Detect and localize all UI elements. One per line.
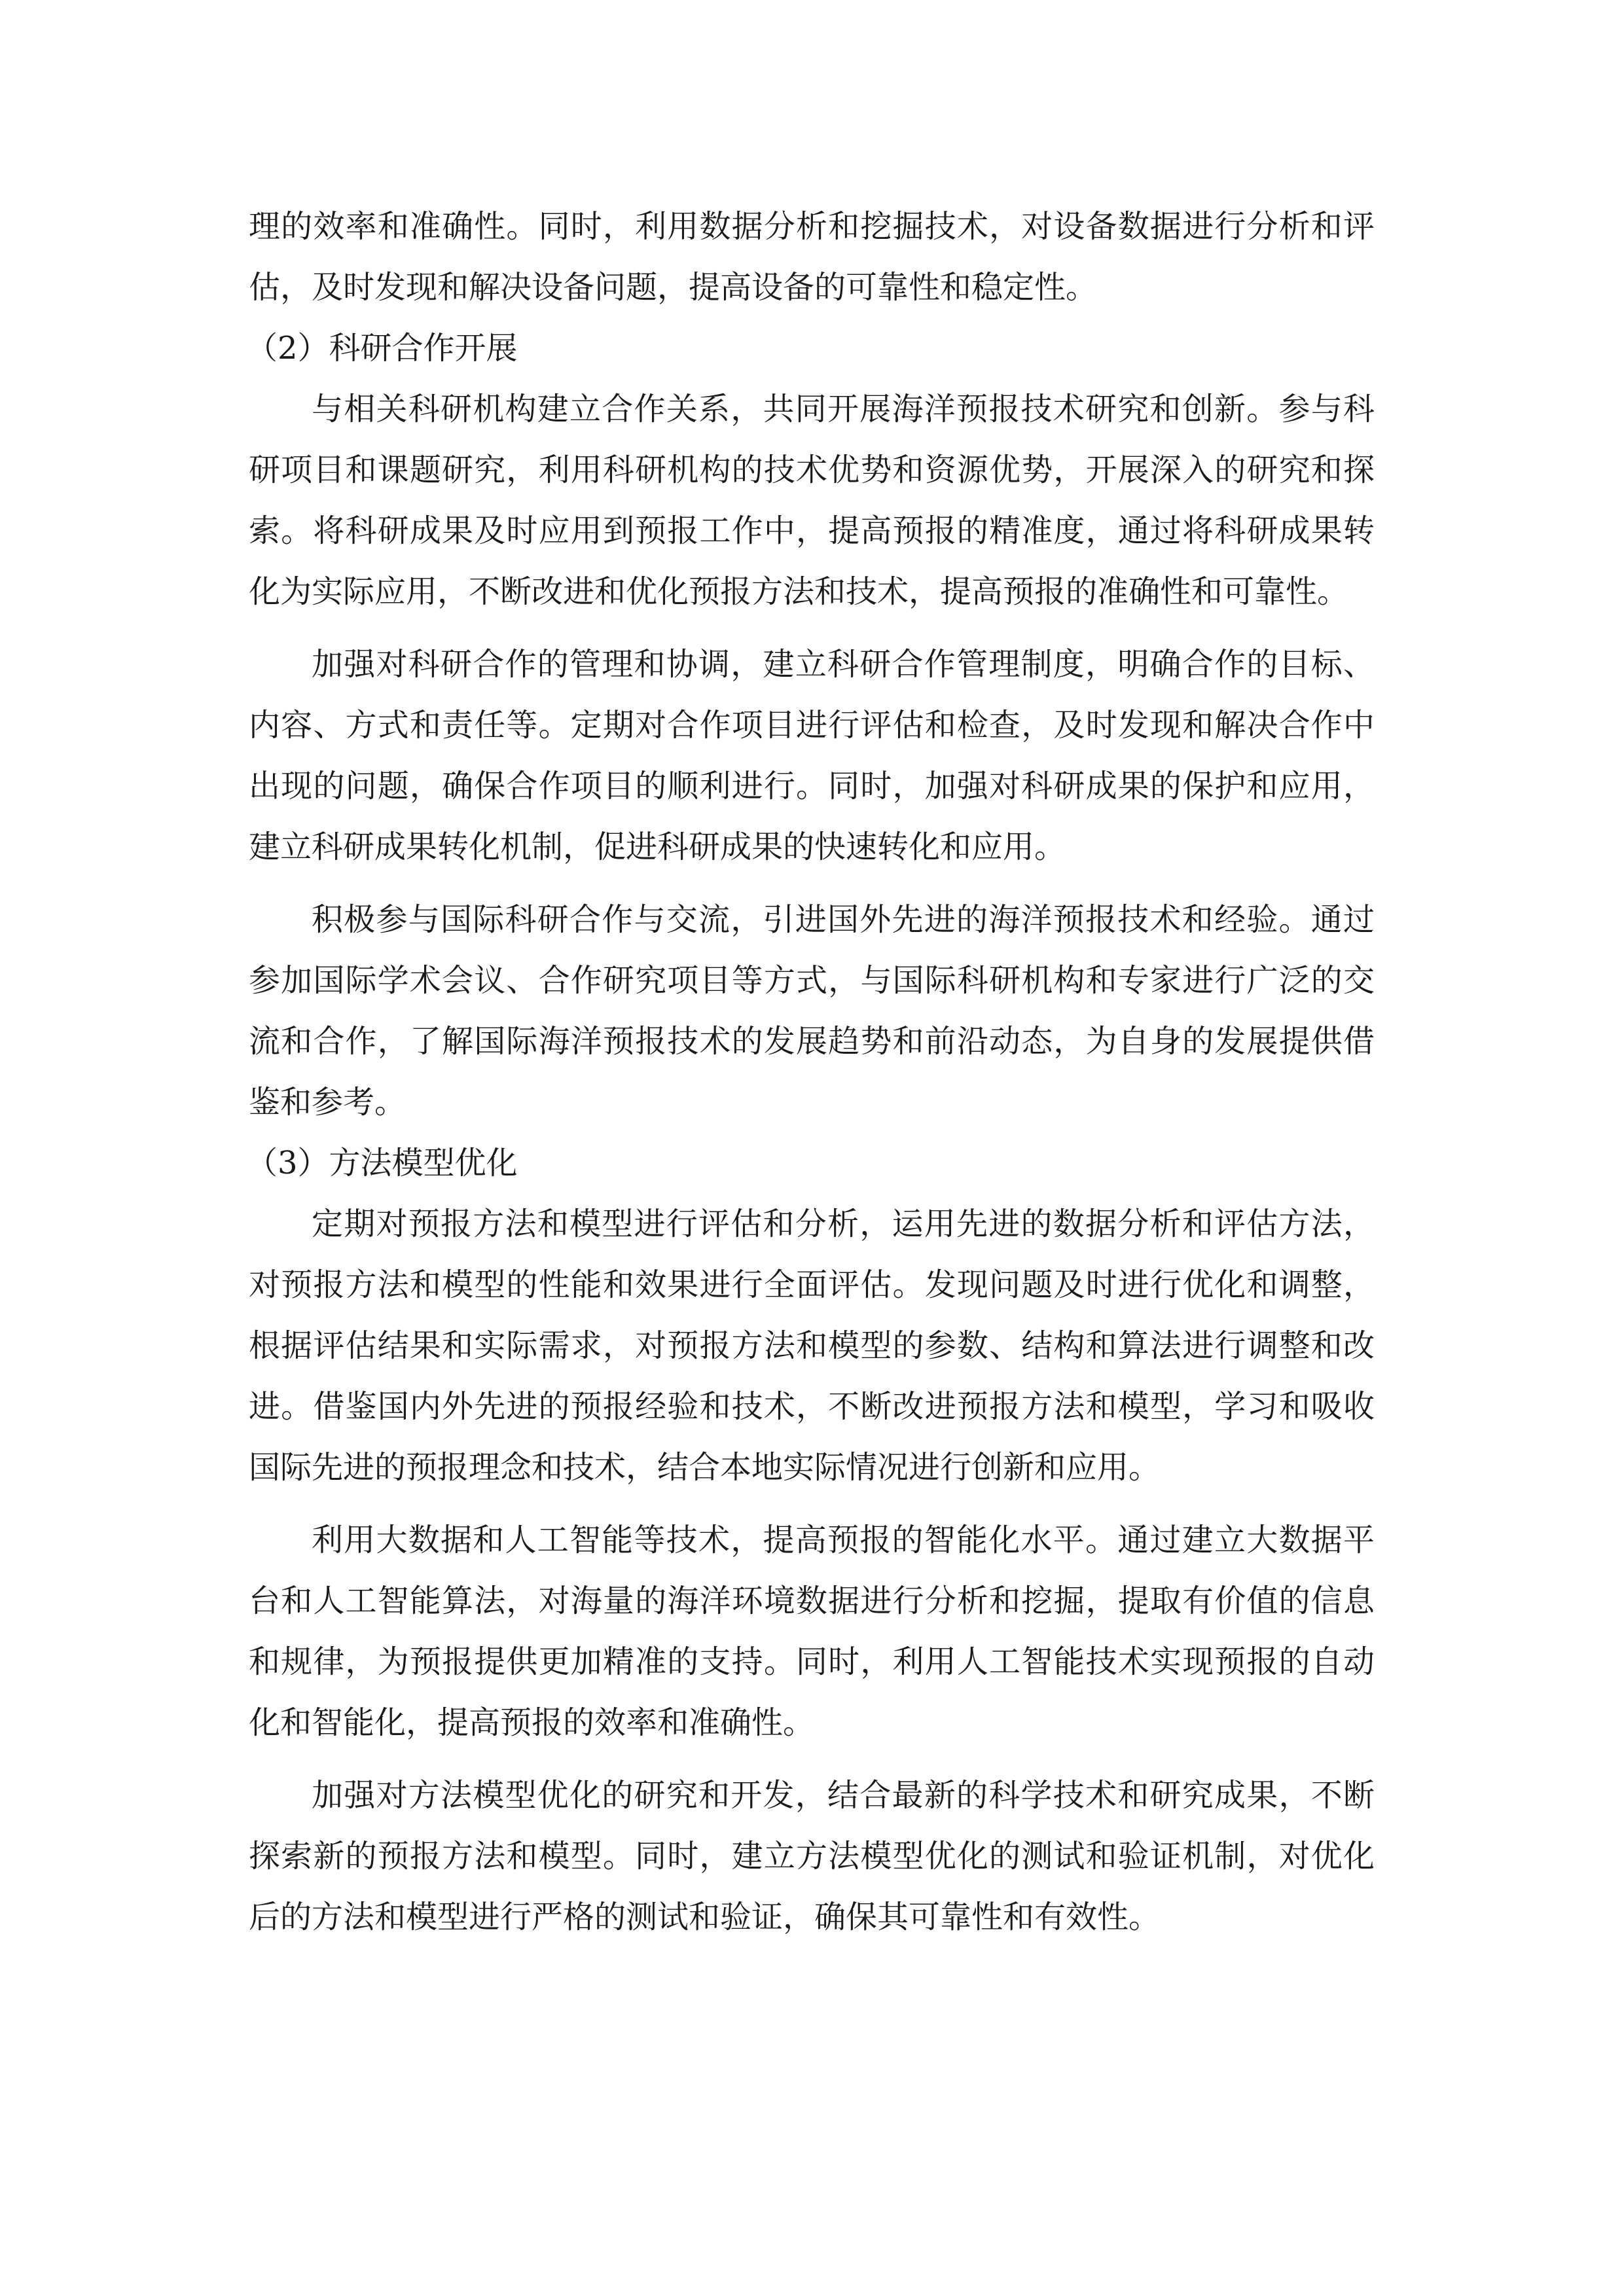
section-3-paragraph-3: 加强对方法模型优化的研究和开发，结合最新的科学技术和研究成果，不断探索新的预报方法和模型。同时，建立方法模型优化的测试和验证机制，对优化后的方法和模型进行严格的测试和验证，确保其可靠性和有效性。 <box>249 1777 1375 1935</box>
section-2-paragraph-2: 加强对科研合作的管理和协调，建立科研合作管理制度，明确合作的目标、内容、方式和责任等。定期对合作项目进行评估和检查，及时发现和解决合作中出现的问题，确保合作项目的顺利进行。同时，加强对科研成果的保护和应用，建立科研成果转化机制，促进科研成果的快速转化和应用。 <box>249 646 1375 865</box>
section-2-paragraph-1: 与相关科研机构建立合作关系，共同开展海洋预报技术研究和创新。参与科研项目和课题研究，利用科研机构的技术优势和资源优势，开展深入的研究和探索。将科研成果及时应用到预报工作中，提高预报的精准度，通过将科研成果转化为实际应用，不断改进和优化预报方法和技术，提高预报的准确性和可靠性。 <box>249 391 1375 610</box>
opening-paragraph: 理的效率和准确性。同时，利用数据分析和挖掘技术，对设备数据进行分析和评估，及时发现和解决设备问题，提高设备的可靠性和稳定性。 <box>249 208 1375 306</box>
section-2-paragraph-3: 积极参与国际科研合作与交流，引进国外先进的海洋预报技术和经验。通过参加国际学术会议、合作研究项目等方式，与国际科研机构和专家进行广泛的交流和合作，了解国际海洋预报技术的发展趋势和前沿动态，为自身的发展提供借鉴和参考。 <box>249 901 1375 1121</box>
section-3-paragraph-2: 利用大数据和人工智能等技术，提高预报的智能化水平。通过建立大数据平台和人工智能算法，对海量的海洋环境数据进行分析和挖掘，提取有价值的信息和规律，为预报提供更加精准的支持。同时，利用人工智能技术实现预报的自动化和智能化，提高预报的效率和准确性。 <box>249 1522 1375 1741</box>
section-2-heading: （2）科研合作开展 <box>246 330 518 367</box>
document-body <box>246 196 1375 1948</box>
section-3-paragraph-1: 定期对预报方法和模型进行评估和分析，运用先进的数据分析和评估方法，对预报方法和模型的性能和效果进行全面评估。发现问题及时进行优化和调整，根据评估结果和实际需求，对预报方法和模型的参数、结构和算法进行调整和改进。借鉴国内外先进的预报经验和技术，不断改进预报方法和模型，学习和吸收国际先进的预报理念和技术，结合本地实际情况进行创新和应用。 <box>249 1206 1375 1486</box>
section-3-heading: （3）方法模型优化 <box>246 1145 518 1181</box>
